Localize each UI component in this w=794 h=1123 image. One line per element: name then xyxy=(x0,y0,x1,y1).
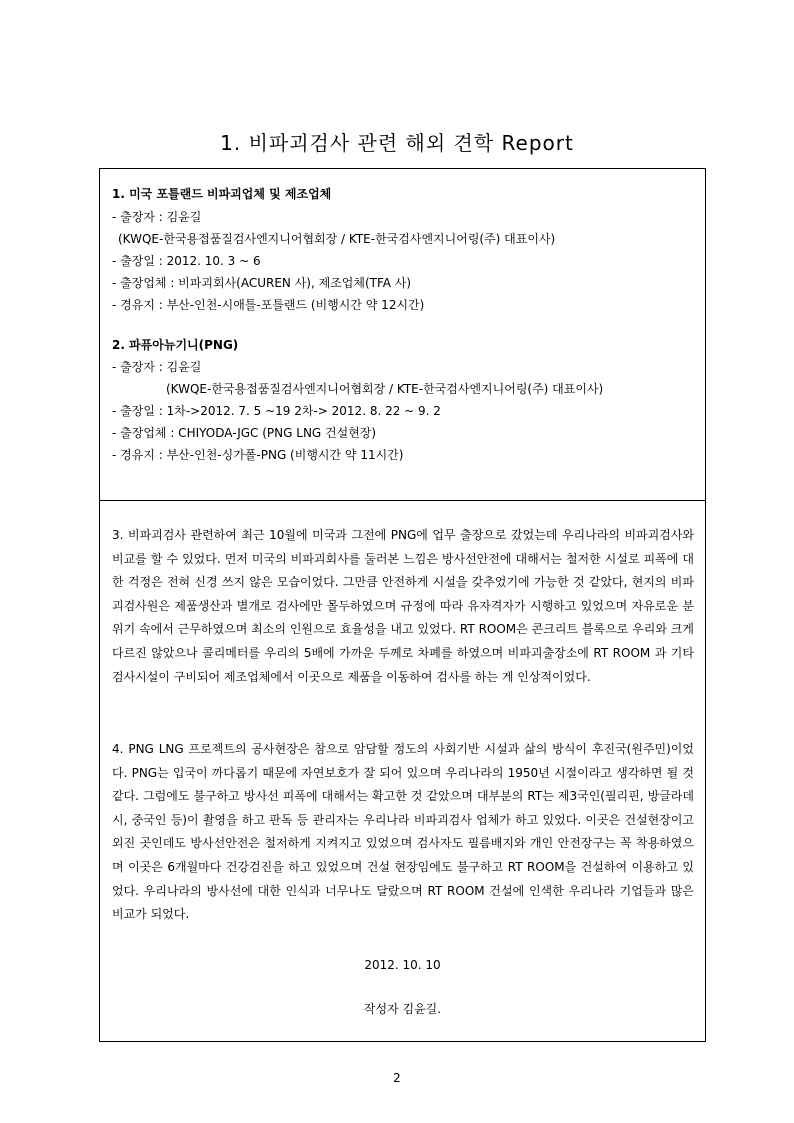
page-number: 2 xyxy=(393,1071,401,1085)
section1-heading: 1. 미국 포틀랜드 비파괴업체 및 제조업체 xyxy=(112,187,332,201)
document-title: 1. 비파괴검사 관련 해외 견학 Report xyxy=(220,131,574,155)
paragraph-4: 4. PNG LNG 프로젝트의 공사현장은 참으로 암담할 정도의 사회기반 시설과 삶의 방식이 후진국(원주민)이었다. PNG는 입국이 까다롭기 때문에 자연보호가 잘 되어 있으며 우리나라의 1950년 시절이라고 생각하면 될 것 같다. 그럼에도 불구하고 방사선 피폭에 대해서는 확고한 것 같았으며 대부분의 RT는 제3국인(필리핀, 방글라데시, 중국인 등)이 촬영을 하고 판독 등 관리자는 우리나라 비파괴검사 업체가 하고 있었다. 이곳은 건설현장이고 외진 곳인데도 방사선안전은 철저하게 지켜지고 있었으며 검사자도 필름배지와 개인 안전장구는 꼭 착용하였으며 이곳은 6개월마다 건강검진을 하고 있었으며 건설 현장임에도 불구하고 RT ROOM을 건설하여 이용하고 있었다. 우리나라의 방사선에 대한 인식과 너무나도 달랐으며 RT ROOM 건설에 인색한 우리나라 기업들과 많은 비교가 되었다. xyxy=(112,742,694,922)
paragraph-3: 3. 비파괴검사 관련하여 최근 10월에 미국과 그전에 PNG에 업무 출장으로 갔었는데 우리나라의 비파괴검사와 비교를 할 수 있었다. 먼저 미국의 비파괴회사를 둘러본 느낌은 방사선안전에 대해서는 철저한 시설로 피폭에 대한 걱정은 전혀 신경 쓰지 않은 모습이었다. 그만큼 안전하게 시설을 갖추었기에 가능한 것 같았다, 현지의 비파괴검사원은 제품생산과 별개로 검사에만 몰두하였으며 규정에 따라 유자격자가 시행하고 있었으며 자유로운 분위기 속에서 근무하였으며 최소의 인원으로 효율성을 내고 있었다. RT ROOM은 콘크리트 블록으로 우리와 크게 다르진 않았으나 콜리메터를 우리의 5배에 가까운 두께로 차폐를 하였으며 비파괴출장소에 RT ROOM 과 기타 검사시설이 구비되어 제조업체에서 이곳으로 제품을 이동하여 검사를 하는 게 인상적이었다. xyxy=(112,528,694,684)
section2-line: - 경유지 : 부산-인천-싱가폴-PNG (비행시간 약 11시간) xyxy=(112,448,404,462)
section2-line: (KWQE-한국용접품질검사엔지니어협회장 / KTE-한국검사엔지니어링(주) 대표이사) xyxy=(166,382,604,396)
section1-line: - 출장자 : 김윤길 xyxy=(112,210,202,224)
section2-line: - 출장업체 : CHIYODA-JGC (PNG LNG 건설현장) xyxy=(112,426,377,440)
section2-heading: 2. 파퓨아뉴기니(PNG) xyxy=(112,338,239,352)
section1-line: - 경유지 : 부산-인천-시애틀-포틀랜드 (비행시간 약 12시간) xyxy=(112,298,425,312)
report-author: 작성자 김윤길. xyxy=(363,1002,442,1016)
report-date: 2012. 10. 10 xyxy=(364,958,441,972)
report-body-box xyxy=(99,500,706,1042)
section1-line: (KWQE-한국용접품질검사엔지니어협회장 / KTE-한국검사엔지니어링(주) 대표이사) xyxy=(118,232,556,246)
section1-line: - 출장일 : 2012. 10. 3 ~ 6 xyxy=(112,254,261,268)
section1-line: - 출장업체 : 비파괴회사(ACUREN 사), 제조업체(TFA 사) xyxy=(112,276,412,290)
section2-line: - 출장자 : 김윤길 xyxy=(112,360,202,374)
trip-info-box xyxy=(99,168,706,501)
section2-line: - 출장일 : 1차->2012. 7. 5 ~19 2차-> 2012. 8. 22 ~ 9. 2 xyxy=(112,404,441,418)
